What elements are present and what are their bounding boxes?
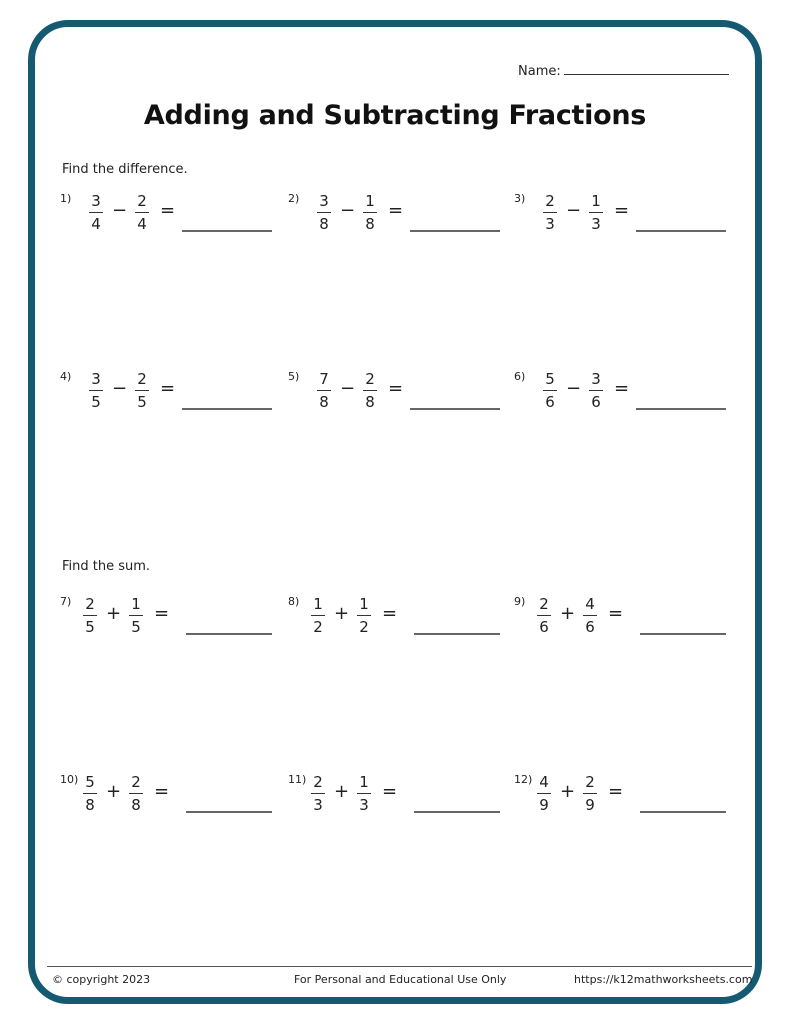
fraction-bar — [583, 793, 597, 794]
problem-number: 3) — [514, 192, 526, 205]
fraction-bar — [537, 793, 551, 794]
answer-blank[interactable] — [636, 230, 726, 232]
numerator: 3 — [591, 370, 601, 388]
problem-item — [514, 773, 729, 833]
answer-blank[interactable] — [410, 408, 500, 410]
numerator: 1 — [359, 773, 369, 791]
denominator: 9 — [585, 796, 595, 814]
answer-blank[interactable] — [640, 811, 726, 813]
denominator: 6 — [591, 393, 601, 411]
answer-blank[interactable] — [414, 633, 500, 635]
numerator: 2 — [545, 192, 555, 210]
fraction-bar — [363, 390, 377, 391]
fraction-bar — [357, 615, 371, 616]
fraction-a — [316, 370, 332, 411]
operator: − — [340, 200, 356, 221]
problem-item — [60, 595, 275, 655]
problem-item — [60, 370, 275, 430]
numerator: 4 — [585, 595, 595, 613]
equals-sign: = — [154, 603, 170, 624]
numerator: 3 — [91, 192, 101, 210]
fraction-a — [88, 370, 104, 411]
problem-number: 12) — [514, 773, 533, 786]
fraction-a — [536, 773, 552, 814]
answer-blank[interactable] — [182, 408, 272, 410]
fraction-bar — [583, 615, 597, 616]
numerator: 2 — [313, 773, 323, 791]
problem-number: 11) — [288, 773, 307, 786]
numerator: 2 — [85, 595, 95, 613]
fraction-a — [310, 773, 326, 814]
problem-item — [514, 595, 729, 655]
numerator: 3 — [319, 192, 329, 210]
fraction-bar — [589, 212, 603, 213]
fraction-b — [128, 773, 144, 814]
page-title: Adding and Subtracting Fractions — [143, 100, 647, 131]
equals-sign: = — [154, 781, 170, 802]
name-blank-line[interactable] — [564, 62, 729, 75]
denominator: 9 — [539, 796, 549, 814]
fraction-bar — [89, 390, 103, 391]
footer-divider — [47, 966, 752, 967]
operator: − — [566, 200, 582, 221]
numerator: 2 — [131, 773, 141, 791]
operator: + — [334, 603, 350, 624]
fraction-a — [542, 370, 558, 411]
fraction-bar — [311, 793, 325, 794]
numerator: 1 — [359, 595, 369, 613]
equals-sign: = — [388, 200, 404, 221]
answer-blank[interactable] — [182, 230, 272, 232]
numerator: 2 — [585, 773, 595, 791]
problem-item — [514, 192, 729, 252]
fraction-bar — [129, 793, 143, 794]
numerator: 5 — [545, 370, 555, 388]
problem-number: 8) — [288, 595, 300, 608]
fraction-b — [134, 192, 150, 233]
equals-sign: = — [160, 378, 176, 399]
name-label: Name: — [518, 64, 561, 79]
fraction-bar — [589, 390, 603, 391]
fraction-bar — [543, 212, 557, 213]
fraction-b — [588, 192, 604, 233]
answer-blank[interactable] — [186, 811, 272, 813]
equals-sign: = — [608, 781, 624, 802]
fraction-bar — [135, 212, 149, 213]
fraction-a — [316, 192, 332, 233]
problem-number: 9) — [514, 595, 526, 608]
denominator: 8 — [319, 215, 329, 233]
operator: + — [334, 781, 350, 802]
operator: − — [340, 378, 356, 399]
problem-number: 4) — [60, 370, 72, 383]
denominator: 8 — [365, 215, 375, 233]
problem-number: 1) — [60, 192, 72, 205]
operator: + — [106, 781, 122, 802]
fraction-bar — [89, 212, 103, 213]
fraction-b — [362, 370, 378, 411]
equals-sign: = — [608, 603, 624, 624]
denominator: 4 — [137, 215, 147, 233]
fraction-b — [362, 192, 378, 233]
fraction-bar — [129, 615, 143, 616]
fraction-b — [356, 595, 372, 636]
operator: + — [106, 603, 122, 624]
denominator: 8 — [131, 796, 141, 814]
numerator: 1 — [313, 595, 323, 613]
denominator: 3 — [591, 215, 601, 233]
denominator: 6 — [539, 618, 549, 636]
fraction-b — [582, 773, 598, 814]
equals-sign: = — [614, 378, 630, 399]
numerator: 1 — [131, 595, 141, 613]
problem-number: 6) — [514, 370, 526, 383]
numerator: 1 — [365, 192, 375, 210]
denominator: 8 — [319, 393, 329, 411]
denominator: 5 — [91, 393, 101, 411]
fraction-bar — [537, 615, 551, 616]
equals-sign: = — [388, 378, 404, 399]
fraction-a — [542, 192, 558, 233]
fraction-b — [356, 773, 372, 814]
operator: + — [560, 781, 576, 802]
problem-number: 10) — [60, 773, 79, 786]
problem-number: 5) — [288, 370, 300, 383]
fraction-bar — [135, 390, 149, 391]
denominator: 5 — [137, 393, 147, 411]
fraction-bar — [543, 390, 557, 391]
operator: + — [560, 603, 576, 624]
equals-sign: = — [614, 200, 630, 221]
problem-number: 2) — [288, 192, 300, 205]
operator: − — [112, 200, 128, 221]
answer-blank[interactable] — [414, 811, 500, 813]
footer-usage: For Personal and Educational Use Only — [294, 973, 507, 986]
numerator: 2 — [365, 370, 375, 388]
numerator: 2 — [137, 370, 147, 388]
operator: − — [566, 378, 582, 399]
denominator: 8 — [85, 796, 95, 814]
denominator: 3 — [359, 796, 369, 814]
equals-sign: = — [382, 603, 398, 624]
difference-instruction: Find the difference. — [62, 162, 188, 177]
fraction-b — [582, 595, 598, 636]
denominator: 3 — [545, 215, 555, 233]
numerator: 5 — [85, 773, 95, 791]
numerator: 1 — [591, 192, 601, 210]
numerator: 3 — [91, 370, 101, 388]
numerator: 7 — [319, 370, 329, 388]
problem-item — [60, 192, 275, 252]
fraction-bar — [83, 793, 97, 794]
problem-item — [288, 192, 503, 252]
problem-item — [288, 595, 503, 655]
problem-item — [60, 773, 275, 833]
denominator: 6 — [545, 393, 555, 411]
fraction-bar — [317, 390, 331, 391]
fraction-b — [134, 370, 150, 411]
numerator: 2 — [137, 192, 147, 210]
fraction-a — [88, 192, 104, 233]
denominator: 8 — [365, 393, 375, 411]
problem-number: 7) — [60, 595, 72, 608]
denominator: 5 — [131, 618, 141, 636]
fraction-b — [588, 370, 604, 411]
problem-item — [288, 773, 503, 833]
numerator: 2 — [539, 595, 549, 613]
answer-blank[interactable] — [640, 633, 726, 635]
fraction-a — [310, 595, 326, 636]
problem-item — [288, 370, 503, 430]
fraction-bar — [317, 212, 331, 213]
equals-sign: = — [160, 200, 176, 221]
answer-blank[interactable] — [636, 408, 726, 410]
equals-sign: = — [382, 781, 398, 802]
fraction-bar — [357, 793, 371, 794]
numerator: 4 — [539, 773, 549, 791]
footer-url: https://k12mathworksheets.com — [574, 973, 753, 986]
sum-instruction: Find the sum. — [62, 559, 151, 574]
fraction-bar — [311, 615, 325, 616]
denominator: 4 — [91, 215, 101, 233]
fraction-b — [128, 595, 144, 636]
denominator: 3 — [313, 796, 323, 814]
answer-blank[interactable] — [186, 633, 272, 635]
operator: − — [112, 378, 128, 399]
footer-copyright: © copyright 2023 — [52, 973, 151, 986]
denominator: 5 — [85, 618, 95, 636]
denominator: 2 — [359, 618, 369, 636]
fraction-a — [82, 595, 98, 636]
denominator: 6 — [585, 618, 595, 636]
fraction-bar — [83, 615, 97, 616]
name-field[interactable] — [518, 62, 729, 79]
answer-blank[interactable] — [410, 230, 500, 232]
problem-item — [514, 370, 729, 430]
denominator: 2 — [313, 618, 323, 636]
fraction-bar — [363, 212, 377, 213]
fraction-a — [82, 773, 98, 814]
fraction-a — [536, 595, 552, 636]
